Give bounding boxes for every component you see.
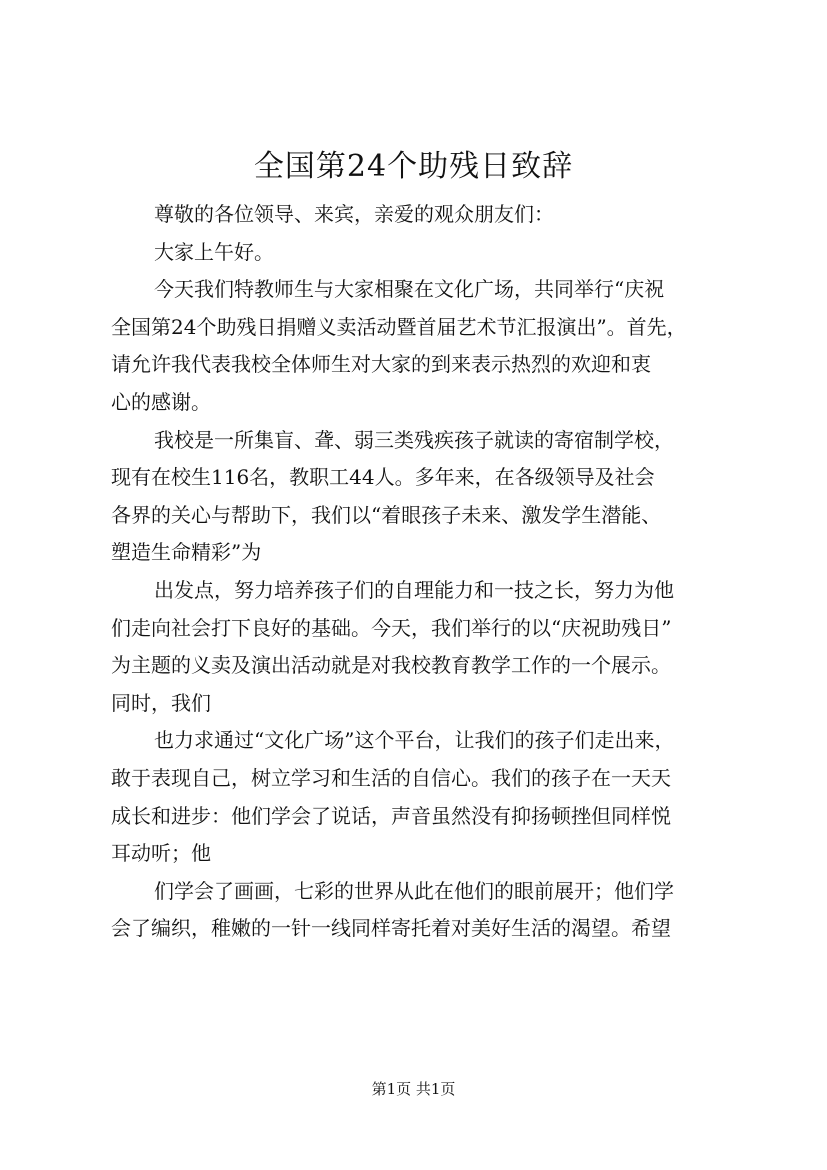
text-line: 各界的关心与帮助下，我们以“着眼孩子未来、激发学生潜能、 <box>111 502 662 527</box>
page-footer: 第1页 共1页 <box>371 1080 456 1098</box>
paragraph <box>111 422 721 572</box>
text-line: 会了编织，稚嫩的一针一线同样寄托着对美好生活的渴望。希望 <box>111 916 671 941</box>
paragraph-greeting <box>111 234 721 272</box>
text-line: 出发点，努力培养孩子们的自理能力和一技之长，努力为他 <box>154 577 674 602</box>
text-line: 们走向社会打下良好的基础。今天，我们举行的以“庆祝助残日” <box>111 615 672 640</box>
text-line: 我校是一所集盲、聋、弱三类残疾孩子就读的寄宿制学校， <box>154 427 674 452</box>
text-line: 今天我们特教师生与大家相聚在文化广场，共同举行“庆祝 <box>154 277 665 302</box>
paragraph <box>111 722 721 872</box>
document-body <box>111 196 721 948</box>
text-line: 大家上午好。 <box>154 239 274 264</box>
text-line: 心的感谢。 <box>111 389 211 414</box>
paragraph-salutation <box>111 196 721 234</box>
text-line: 同时，我们 <box>111 690 211 715</box>
text-line: 尊敬的各位领导、来宾，亲爱的观众朋友们： <box>154 202 554 226</box>
text-line: 全国第24个助残日捐赠义卖活动暨首届艺术节汇报演出”。首先， <box>111 314 687 339</box>
text-line: 也力求通过“文化广场”这个平台，让我们的孩子们走出来， <box>154 728 675 753</box>
paragraph <box>111 271 721 421</box>
text-line: 成长和进步：他们学会了说话，声音虽然没有抑扬顿挫但同样悦 <box>111 803 671 828</box>
paragraph <box>111 873 721 948</box>
text-line: 塑造生命精彩”为 <box>111 540 262 565</box>
text-line: 现有在校生116名，教职工44人。多年来，在各级领导及社会 <box>111 465 655 490</box>
text-line: 耳动听；他 <box>111 841 211 866</box>
text-line: 为主题的义卖及演出活动就是对我校教育教学工作的一个展示。 <box>111 653 671 678</box>
document-title: 全国第24个助残日致辞 <box>253 149 574 184</box>
paragraph <box>111 572 721 722</box>
text-line: 们学会了画画，七彩的世界从此在他们的眼前展开；他们学 <box>154 878 674 903</box>
text-line: 请允许我代表我校全体师生对大家的到来表示热烈的欢迎和衷 <box>111 352 651 377</box>
text-line: 敢于表现自己，树立学习和生活的自信心。我们的孩子在一天天 <box>111 765 671 790</box>
